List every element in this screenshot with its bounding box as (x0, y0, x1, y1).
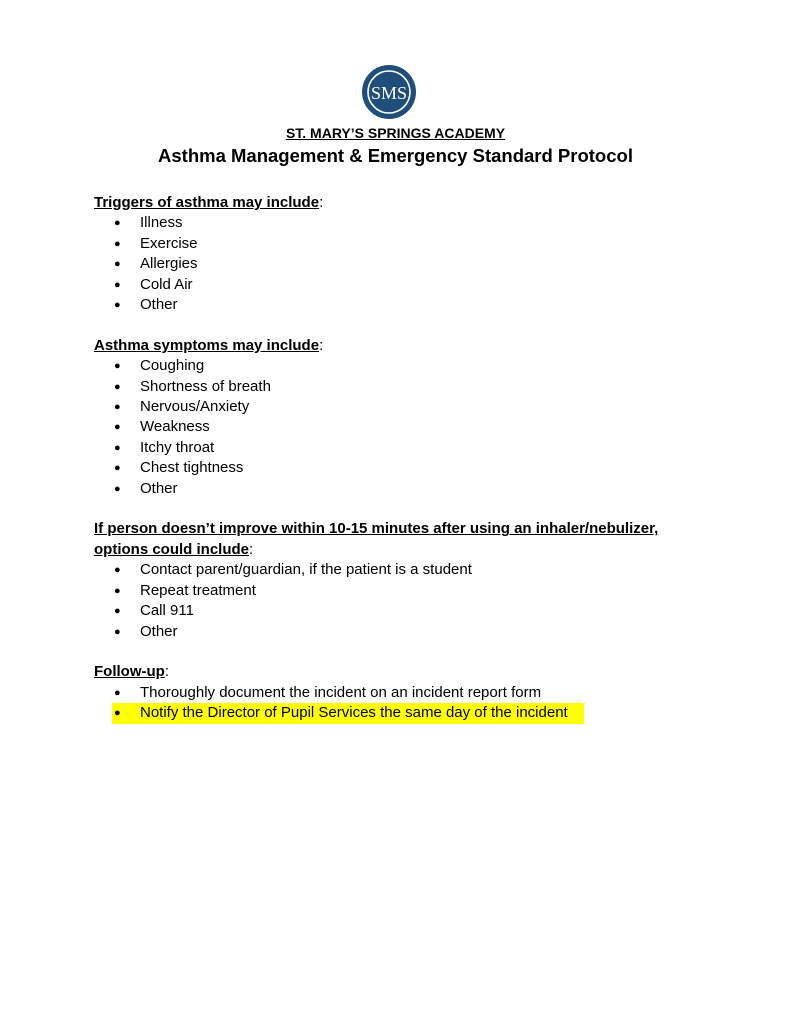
list-item: ● Nervous/Anxiety (94, 397, 714, 417)
symptoms-list (94, 356, 714, 499)
list-item: ● Thoroughly document the incident on an incident report form (94, 683, 714, 703)
list-item: ● Other (94, 622, 714, 642)
symptoms-section (94, 336, 714, 499)
list-item: ● Allergies (94, 254, 714, 274)
triggers-heading: Triggers of asthma may include: (94, 194, 324, 211)
options-heading: If person doesn’t improve within 10-15 minutes after using an inhaler/nebulizer, options could include: (94, 520, 659, 558)
list-item: ● Contact parent/guardian, if the patient is a student (94, 560, 714, 580)
list-item: ● Exercise (94, 234, 714, 254)
followup-heading: Follow-up: (94, 663, 169, 681)
followup-list (94, 683, 714, 724)
list-item: ● Illness (94, 213, 714, 233)
list-item: ● Coughing (94, 356, 714, 376)
protocol-body (94, 193, 714, 744)
list-item: ● Itchy throat (94, 438, 714, 458)
highlighted-list-item: ● Notify the Director of Pupil Services the same day of the incident (94, 703, 714, 723)
school-logo (361, 64, 417, 120)
list-item: ● Chest tightness (94, 458, 714, 478)
page-title: Asthma Management & Emergency Standard Protocol (158, 145, 633, 166)
followup-section (94, 662, 714, 723)
logo-text: SMS (370, 83, 408, 103)
list-item: ● Call 911 (94, 601, 714, 621)
list-item: ● Repeat treatment (94, 581, 714, 601)
triggers-section (94, 193, 714, 315)
symptoms-heading: Asthma symptoms may include: (94, 336, 324, 354)
list-item: ● Other (94, 479, 714, 499)
sms-seal-icon (361, 64, 417, 120)
triggers-list (94, 213, 714, 315)
list-item: ● Cold Air (94, 275, 714, 295)
list-item: ● Other (94, 295, 714, 315)
options-list (94, 560, 714, 642)
options-section (94, 519, 714, 641)
list-item: ● Shortness of breath (94, 377, 714, 397)
list-item: ● Weakness (94, 417, 714, 437)
school-name: ST. MARY’S SPRINGS ACADEMY (285, 125, 506, 141)
